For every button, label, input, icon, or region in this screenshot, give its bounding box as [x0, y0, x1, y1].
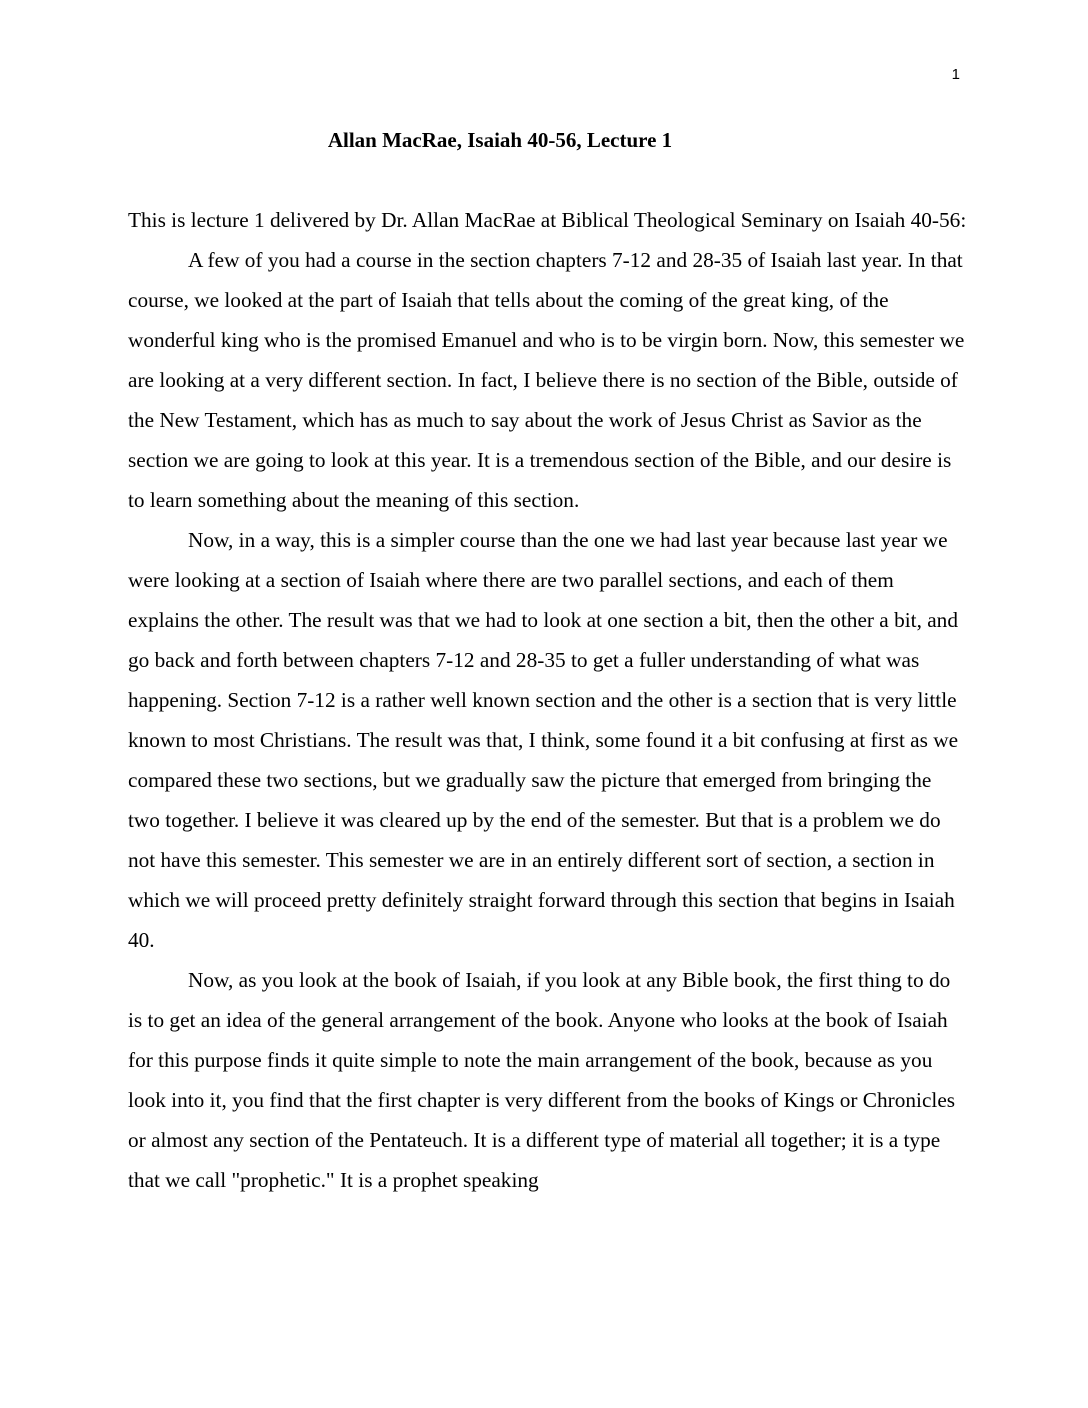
body-paragraph-2: Now, in a way, this is a simpler course than the one we had last year because last year we were looking at a section of Isaiah where there are two parallel sections, and each of them explains the other. The result was that we had to look at one section a bit, then the other a bit, and go back and forth between chapters 7-12 and 28-35 to get a fuller understanding of what was happening. Section 7-12 is a rather well known section and the other is a section that is very little known to most Christians. The result was that, I think, some found it a bit confusing at first as we compared these two sections, but we gradually saw the picture that emerged from bringing the two together. I believe it was cleared up by the end of the semester. But that is a problem we do not have this semester. This semester we are in an entirely different sort of section, a section in which we will proceed pretty definitely straight forward through this section that begins in Isaiah 40.: [128, 528, 959, 952]
body-paragraph-1: A few of you had a course in the section chapters 7-12 and 28-35 of Isaiah last year. In that course, we looked at the part of Isaiah that tells about the coming of the great king, of the wonderful king who is the promised Emanuel and who is to be virgin born. Now, this semester we are looking at a very different section. In fact, I believe there is no section of the Bible, outside of the New Testament, which has as much to say about the work of Jesus Christ as Savior as the section we are going to look at this year. It is a tremendous section of the Bible, and our desire is to learn something about the meaning of this section.: [128, 248, 965, 512]
document-title: Allan MacRae, Isaiah 40-56, Lecture 1: [327, 128, 673, 152]
intro-paragraph: This is lecture 1 delivered by Dr. Allan MacRae at Biblical Theological Seminary on Isaiah 40-56:: [128, 208, 967, 232]
body-paragraph-3: Now, as you look at the book of Isaiah, if you look at any Bible book, the first thing to do is to get an idea of the general arrangement of the book. Anyone who looks at the book of Isaiah for this purpose finds it quite simple to note the main arrangement of the book, because as you look into it, you find that the first chapter is very different from the books of Kings or Chronicles or almost any section of the Pentateuch. It is a different type of material all together; it is a type that we call "prophetic." It is a prophet speaking: [128, 968, 956, 1192]
document-body: [128, 200, 968, 1200]
page-number: 1: [951, 66, 960, 83]
